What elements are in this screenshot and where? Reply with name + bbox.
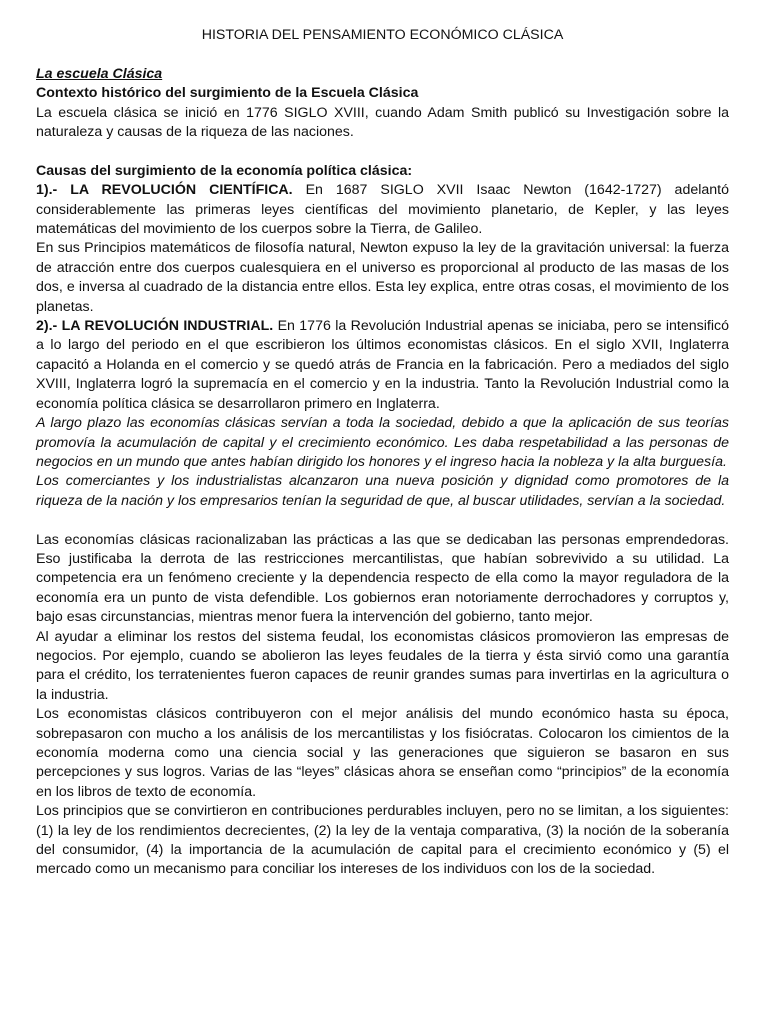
- intro-paragraph: La escuela clásica se inició en 1776 SIGLO XVIII, cuando Adam Smith publicó su Investigación sobre la naturaleza y causas de la riqueza de las naciones.: [36, 104, 729, 141]
- section-title: La escuela Clásica: [36, 65, 163, 82]
- italic-paragraph-1: A largo plazo las economías clásicas servían a toda la sociedad, debido a que la aplicación de sus teorías promovía la acumulación de capital y el crecimiento económico. Les daba respetabilidad a las personas de negocios en un mundo que antes habían dirigido los honores y el ingreso hacia la nobleza y la alta burguesía.: [36, 415, 729, 470]
- paragraph-3: Los economistas clásicos contribuyeron con el mejor análisis del mundo económico hasta su época, sobrepasaron con mucho a los análisis de los mercantilistas y los fisiócratas. Colocaron los cimientos de la economía moderna como una ciencia social y las generaciones que siguieron se basaron en sus percepciones y sus logros. Varias de las “leyes” clásicas ahora se enseñan como “principios” de la economía en los libros de texto de economía.: [36, 706, 729, 800]
- cause-1-paragraph: [36, 181, 729, 239]
- spacer: [36, 142, 729, 161]
- causes-heading: Causas del surgimiento de la economía política clásica:: [36, 162, 413, 179]
- paragraph-4: Los principios que se convirtieron en contribuciones perdurables incluyen, pero no se limitan, a los siguientes: (1) la ley de los rendimientos decrecientes, (2) la ley de la ventaja comparativa, (3) la noción de la soberanía del consumidor, (4) la importancia de la acumulación de capital para el crecimiento económico y (5) el mercado como un mecanismo para conciliar los intereses de los individuos con los de la sociedad.: [36, 803, 729, 878]
- cause-2-paragraph: [36, 317, 729, 414]
- paragraph-2: Al ayudar a eliminar los restos del sistema feudal, los economistas clásicos promovieron las empresas de negocios. Por ejemplo, cuando se abolieron las leyes feudales de la tierra y ésta sirvió como una garantía para el crédito, los terratenientes fueron capaces de reunir grandes sumas para invertirlas en la agricultura o la industria.: [36, 628, 729, 703]
- paragraph-1: Las economías clásicas racionalizaban las prácticas a las que se dedicaban las personas emprendedoras. Eso justificaba la derrota de las restricciones mercantilistas, que habían sobrevivido a su utilidad. La competencia era un fenómeno creciente y la dependencia respecto de ella como la mayor reguladora de la economía era un punto de vista defendible. Los gobiernos eran notoriamente derrochadores y corruptos y, bajo esas circunstancias, mientras menor fuera la intervención del gobierno, tanto mejor.: [36, 531, 729, 626]
- cause-1-text: En 1687 SIGLO XVII Isaac Newton (1642-1727) adelantó considerablemente las primeras leyes científicas del movimiento planetario, de Kepler, y las leyes matemáticas del movimiento de los cuerpos sobre la Tierra, de Galileo.: [36, 182, 729, 238]
- document-title: HISTORIA DEL PENSAMIENTO ECONÓMICO CLÁSICA: [201, 27, 564, 43]
- spacer: [36, 511, 729, 530]
- cause-1-label: 1).- LA REVOLUCIÓN CIENTÍFICA.: [36, 182, 293, 199]
- cause-2-label: 2).- LA REVOLUCIÓN INDUSTRIAL.: [36, 318, 274, 335]
- cause-2-text: En 1776 la Revolución Industrial apenas se iniciaba, pero se intensificó a lo largo del periodo en el que escribieron los últimos economistas clásicos. En el siglo XVII, Inglaterra capacitó a Holanda en el comercio y se quedó atrás de Francia en la fabricación. Pero a mediados del siglo XVIII, Inglaterra logró la supremacía en el comercio y en la industria. Tanto la Revolución Industrial como la economía política clásica se desarrollaron primero en Inglaterra.: [36, 318, 729, 412]
- newton-paragraph: En sus Principios matemáticos de filosofía natural, Newton expuso la ley de la gravitación universal: la fuerza de atracción entre dos cuerpos cualesquiera en el universo es proporcional al producto de las masas de los dos, e inversa al cuadrado de la distancia entre ellos. Esta ley explica, entre otras cosas, el movimiento de los planetas.: [36, 240, 729, 315]
- italic-paragraph-2: Los comerciantes y los industrialistas alcanzaron una nueva posición y dignidad como promotores de la riqueza de la nación y los empresarios tenían la seguridad de que, al buscar utilidades, servían a la sociedad.: [36, 473, 729, 509]
- document-body: [36, 26, 729, 880]
- context-heading: Contexto histórico del surgimiento de la Escuela Clásica: [36, 85, 419, 102]
